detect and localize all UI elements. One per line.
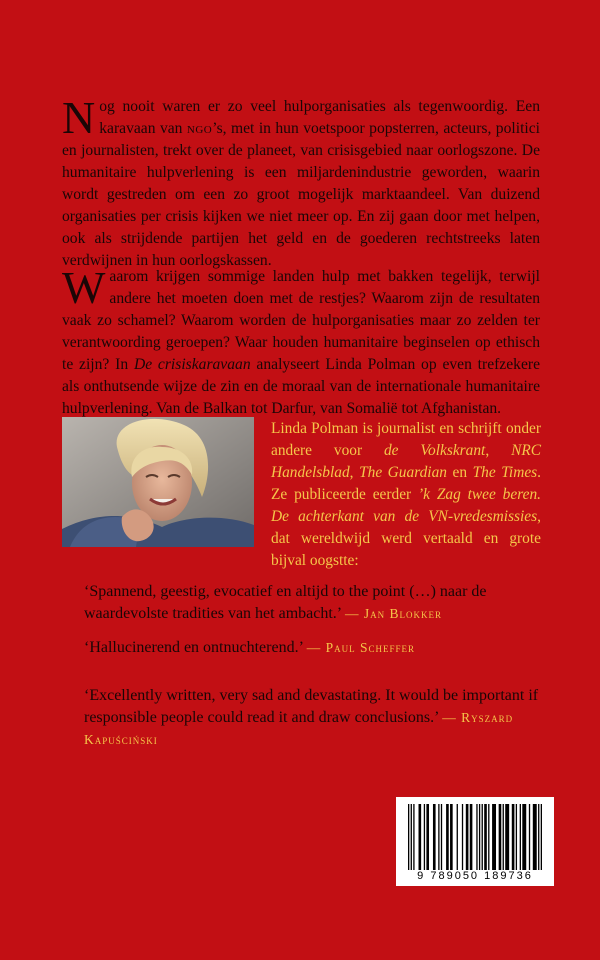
barcode-bar	[457, 804, 458, 870]
barcode-bar	[433, 804, 436, 870]
blurb-text: og nooit waren er zo veel hulporganisaties als tegenwoordig. Een karavaan van	[99, 98, 540, 137]
author-bio	[271, 418, 541, 572]
isbn-barcode	[396, 797, 554, 886]
bio-text: . Ze publiceerde eerder	[271, 464, 541, 503]
bio-text: Linda Polman is journalist en schrijft onder andere voor	[271, 420, 541, 459]
barcode-bar	[505, 804, 509, 870]
blurb-text: ’s, met in hun voetspoor popsterren, acteurs, politici en journalisten, trekt over de planeet, van crisisgebied naar oorlogszone. De humanitaire hulpverlening is een miljardenindustrie geworden, waarin wordt gestreden om een zo groot mogelijk marktaandeel. Van duizend organisaties per crisis kijken we niet meer op. En zij gaan door met helpen, ook als strijdende partijen het geld en de goederen rechtstreeks laten verdwijnen in hun oorlogskassen.	[62, 120, 540, 269]
barcode-bar	[466, 804, 469, 870]
blurb-paragraph-1	[62, 92, 540, 272]
review-quote-2	[84, 637, 554, 659]
quote-author: — Ryszard Kapuściński	[84, 710, 514, 747]
barcode-bar	[426, 804, 429, 870]
publication-name: The Guardian	[359, 464, 447, 481]
barcode-bar	[424, 804, 425, 870]
publication-name: The Times	[472, 464, 538, 481]
drop-cap: N	[62, 92, 96, 143]
bio-text: , dat wereldwijd werd vertaald en grote bijval oogstte:	[271, 508, 541, 569]
blurb-paragraph-2	[62, 262, 540, 420]
quote-author: — Jan Blokker	[344, 606, 442, 621]
barcode-bar	[470, 804, 473, 870]
barcode-bar	[413, 804, 414, 870]
barcode-bar	[479, 804, 480, 870]
barcode-bar	[441, 804, 442, 870]
barcode-bar	[529, 804, 530, 870]
book-title: De crisiskaravaan	[133, 356, 251, 373]
barcode-bar	[488, 804, 489, 870]
quote-author: — Paul Scheffer	[306, 640, 415, 655]
quote-text: ‘Spannend, geestig, evocatief en altijd to the point (…) naar de waardevolste tradities van het ambacht.’	[84, 583, 487, 622]
publication-name: de Volkskrant	[383, 442, 486, 459]
barcode-bar	[503, 804, 504, 870]
review-quote-3	[84, 685, 554, 751]
review-quote-1	[84, 581, 554, 625]
publication-name: NRC Handelsblad	[271, 442, 541, 481]
barcode-bar	[462, 804, 463, 870]
quote-text: ‘Excellently written, very sad and devastating. It would be important if responsible people could read it and draw conclusions.’	[84, 687, 539, 726]
barcode-bar	[522, 804, 526, 870]
barcode-bar	[499, 804, 502, 870]
barcode-bar	[482, 804, 483, 870]
barcode-bar	[512, 804, 515, 870]
barcode-bar	[541, 804, 542, 870]
barcode-bar	[446, 804, 449, 870]
bio-text: ,	[349, 464, 360, 481]
barcode-bar	[520, 804, 521, 870]
blurb-text: analyseert Linda Polman op even trefzekere als onthutsende wijze de zin en de moraal van de internationale humanitaire hulpverlening. Van de Balkan tot Darfur, van Somalië tot Afghanistan.	[62, 356, 540, 417]
barcode-bar	[492, 804, 496, 870]
barcode-bar	[533, 804, 537, 870]
drop-cap: W	[62, 262, 106, 313]
barcode-bar	[538, 804, 539, 870]
barcode-bar	[484, 804, 487, 870]
blurb-text: aarom krijgen sommige landen hulp met bakken tegelijk, terwijl andere het moeten doen met de restjes? Waarom zijn de resultaten vaak zo schamel? Waarom worden de hulporganisaties maar zo zelden ter verantwoording geroepen? Waar houden humanitaire beginselen op ethisch te zijn? In	[62, 268, 540, 373]
barcode-bar	[438, 804, 439, 870]
barcode-bar	[419, 804, 422, 870]
barcode-bars	[408, 804, 542, 870]
author-portrait	[62, 417, 254, 547]
barcode-bar	[450, 804, 453, 870]
bio-text: ,	[485, 442, 512, 459]
barcode-bar	[476, 804, 477, 870]
barcode-bar	[411, 804, 412, 870]
isbn-number: 9 789050 189736	[417, 870, 533, 882]
barcode-bar	[408, 804, 409, 870]
barcode-bar	[516, 804, 517, 870]
blurb-text-smallcaps: ngo	[186, 120, 213, 137]
quote-text: ‘Hallucinerend en ontnuchterend.’	[84, 639, 303, 656]
previous-book-title: ’k Zag twee beren. De achterkant van de VN-vredesmissies	[271, 486, 541, 525]
bio-text: en	[446, 464, 473, 481]
